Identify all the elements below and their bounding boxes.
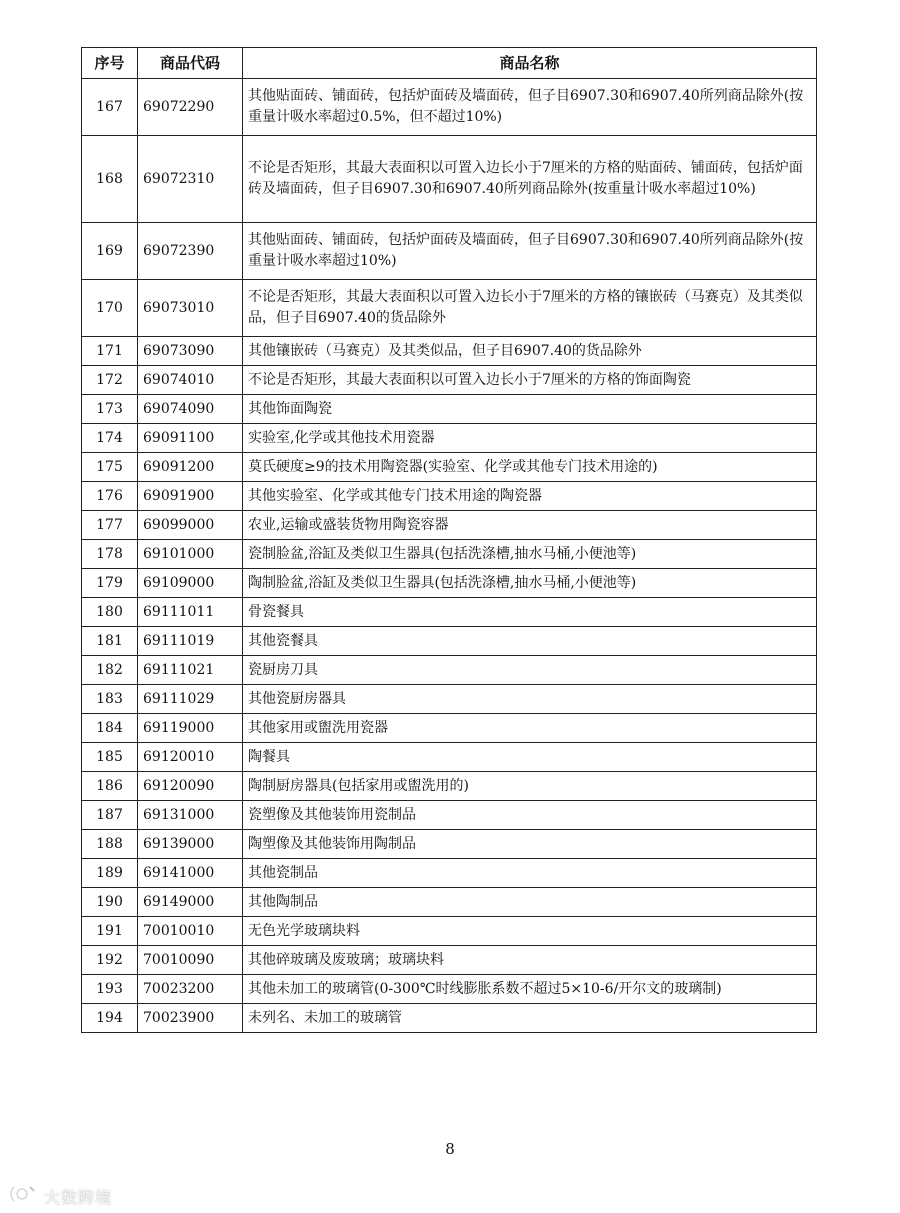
cell-name: 陶制脸盆,浴缸及类似卫生器具(包括洗涤槽,抽水马桶,小便池等): [243, 569, 817, 598]
table-row: [82, 424, 817, 453]
cell-name: 其他饰面陶瓷: [243, 395, 817, 424]
table-row: [82, 337, 817, 366]
cell-code: 70023200: [138, 975, 243, 1004]
goods-table: [81, 47, 817, 1033]
cell-name: 其他瓷制品: [243, 859, 817, 888]
watermark-text: 大数跨境: [44, 1187, 113, 1207]
cell-name: 其他家用或盥洗用瓷器: [243, 714, 817, 743]
cell-code: 69111019: [138, 627, 243, 656]
cell-name: 其他瓷厨房器具: [243, 685, 817, 714]
watermark: [8, 1183, 112, 1209]
cell-code: 69149000: [138, 888, 243, 917]
cell-code: 69139000: [138, 830, 243, 859]
cell-seq: 178: [82, 540, 138, 569]
cell-seq: 180: [82, 598, 138, 627]
cell-name: 骨瓷餐具: [243, 598, 817, 627]
cell-seq: 184: [82, 714, 138, 743]
cell-seq: 183: [82, 685, 138, 714]
cell-code: 69091200: [138, 453, 243, 482]
cell-code: 69091900: [138, 482, 243, 511]
cell-seq: 190: [82, 888, 138, 917]
table-row: [82, 453, 817, 482]
cell-code: 69141000: [138, 859, 243, 888]
table-row: [82, 511, 817, 540]
cell-seq: 182: [82, 656, 138, 685]
table-row: [82, 627, 817, 656]
cell-seq: 170: [82, 280, 138, 337]
page-number: 8: [445, 1140, 455, 1158]
cell-name: 不论是否矩形，其最大表面积以可置入边长小于7厘米的方格的贴面砖、铺面砖，包括炉面砖及墙面砖，但子目6907.30和6907.40所列商品除外(按重量计吸水率超过10%): [243, 136, 817, 223]
cell-name: 莫氏硬度≥9的技术用陶瓷器(实验室、化学或其他专门技术用途的): [243, 453, 817, 482]
table-row: [82, 395, 817, 424]
table-row: [82, 888, 817, 917]
cell-seq: 179: [82, 569, 138, 598]
cell-name: 陶塑像及其他装饰用陶制品: [243, 830, 817, 859]
table-row: [82, 859, 817, 888]
cell-seq: 177: [82, 511, 138, 540]
cell-seq: 174: [82, 424, 138, 453]
table-row: [82, 482, 817, 511]
cell-name: 实验室,化学或其他技术用瓷器: [243, 424, 817, 453]
cell-code: 69072390: [138, 223, 243, 280]
cell-code: 69111029: [138, 685, 243, 714]
cell-name: 瓷塑像及其他装饰用瓷制品: [243, 801, 817, 830]
cell-seq: 169: [82, 223, 138, 280]
table-row: [82, 223, 817, 280]
table-row: [82, 946, 817, 975]
table-header-row: [82, 48, 817, 79]
table-row: [82, 598, 817, 627]
cell-code: 69072290: [138, 79, 243, 136]
cell-name: 其他贴面砖、铺面砖，包括炉面砖及墙面砖，但子目6907.30和6907.40所列商品除外(按重量计吸水率超过0.5%，但不超过10%): [243, 79, 817, 136]
cell-name: 其他碎玻璃及废玻璃；玻璃块料: [243, 946, 817, 975]
cell-name: 无色光学玻璃块料: [243, 917, 817, 946]
cell-seq: 187: [82, 801, 138, 830]
cell-code: 69111011: [138, 598, 243, 627]
table-row: [82, 79, 817, 136]
cell-seq: 191: [82, 917, 138, 946]
cell-code: 69074090: [138, 395, 243, 424]
cell-name: 农业,运输或盛装货物用陶瓷容器: [243, 511, 817, 540]
table-row: [82, 540, 817, 569]
cell-code: 69099000: [138, 511, 243, 540]
cell-seq: 171: [82, 337, 138, 366]
header-seq: 序号: [82, 48, 138, 79]
table-row: [82, 1004, 817, 1033]
cell-name: 瓷厨房刀具: [243, 656, 817, 685]
table-row: [82, 801, 817, 830]
cell-seq: 189: [82, 859, 138, 888]
cell-code: 69111021: [138, 656, 243, 685]
table-row: [82, 917, 817, 946]
cell-code: 69091100: [138, 424, 243, 453]
table-row: [82, 656, 817, 685]
table-row: [82, 975, 817, 1004]
cell-code: 69131000: [138, 801, 243, 830]
table-row: [82, 366, 817, 395]
dashu-logo-icon: [8, 1183, 38, 1209]
cell-seq: 181: [82, 627, 138, 656]
cell-seq: 186: [82, 772, 138, 801]
cell-code: 70023900: [138, 1004, 243, 1033]
cell-code: 69074010: [138, 366, 243, 395]
table-row: [82, 569, 817, 598]
cell-code: 69073010: [138, 280, 243, 337]
cell-seq: 188: [82, 830, 138, 859]
cell-name: 其他镶嵌砖（马赛克）及其类似品，但子目6907.40的货品除外: [243, 337, 817, 366]
cell-name: 其他未加工的玻璃管(0-300℃时线膨胀系数不超过5×10-6/开尔文的玻璃制): [243, 975, 817, 1004]
cell-code: 70010090: [138, 946, 243, 975]
cell-seq: 173: [82, 395, 138, 424]
cell-seq: 172: [82, 366, 138, 395]
cell-name: 其他实验室、化学或其他专门技术用途的陶瓷器: [243, 482, 817, 511]
cell-name: 不论是否矩形，其最大表面积以可置入边长小于7厘米的方格的镶嵌砖（马赛克）及其类似品，但子目6907.40的货品除外: [243, 280, 817, 337]
cell-code: 69120010: [138, 743, 243, 772]
cell-name: 其他贴面砖、铺面砖，包括炉面砖及墙面砖，但子目6907.30和6907.40所列商品除外(按重量计吸水率超过10%): [243, 223, 817, 280]
cell-seq: 185: [82, 743, 138, 772]
cell-seq: 192: [82, 946, 138, 975]
table-row: [82, 743, 817, 772]
table-row: [82, 772, 817, 801]
cell-name: 其他瓷餐具: [243, 627, 817, 656]
cell-name: 未列名、未加工的玻璃管: [243, 1004, 817, 1033]
header-code: 商品代码: [138, 48, 243, 79]
table-row: [82, 280, 817, 337]
cell-name: 陶制厨房器具(包括家用或盥洗用的): [243, 772, 817, 801]
table-row: [82, 714, 817, 743]
table-row: [82, 136, 817, 223]
table-row: [82, 685, 817, 714]
cell-code: 69119000: [138, 714, 243, 743]
cell-name: 瓷制脸盆,浴缸及类似卫生器具(包括洗涤槽,抽水马桶,小便池等): [243, 540, 817, 569]
cell-code: 69101000: [138, 540, 243, 569]
cell-name: 其他陶制品: [243, 888, 817, 917]
cell-code: 69109000: [138, 569, 243, 598]
cell-code: 69120090: [138, 772, 243, 801]
cell-code: 69073090: [138, 337, 243, 366]
cell-seq: 168: [82, 136, 138, 223]
cell-code: 69072310: [138, 136, 243, 223]
cell-seq: 167: [82, 79, 138, 136]
cell-code: 70010010: [138, 917, 243, 946]
cell-seq: 194: [82, 1004, 138, 1033]
header-name: 商品名称: [243, 48, 817, 79]
table-row: [82, 830, 817, 859]
table-body: [82, 79, 817, 1033]
cell-name: 不论是否矩形，其最大表面积以可置入边长小于7厘米的方格的饰面陶瓷: [243, 366, 817, 395]
cell-seq: 175: [82, 453, 138, 482]
cell-name: 陶餐具: [243, 743, 817, 772]
cell-seq: 193: [82, 975, 138, 1004]
cell-seq: 176: [82, 482, 138, 511]
